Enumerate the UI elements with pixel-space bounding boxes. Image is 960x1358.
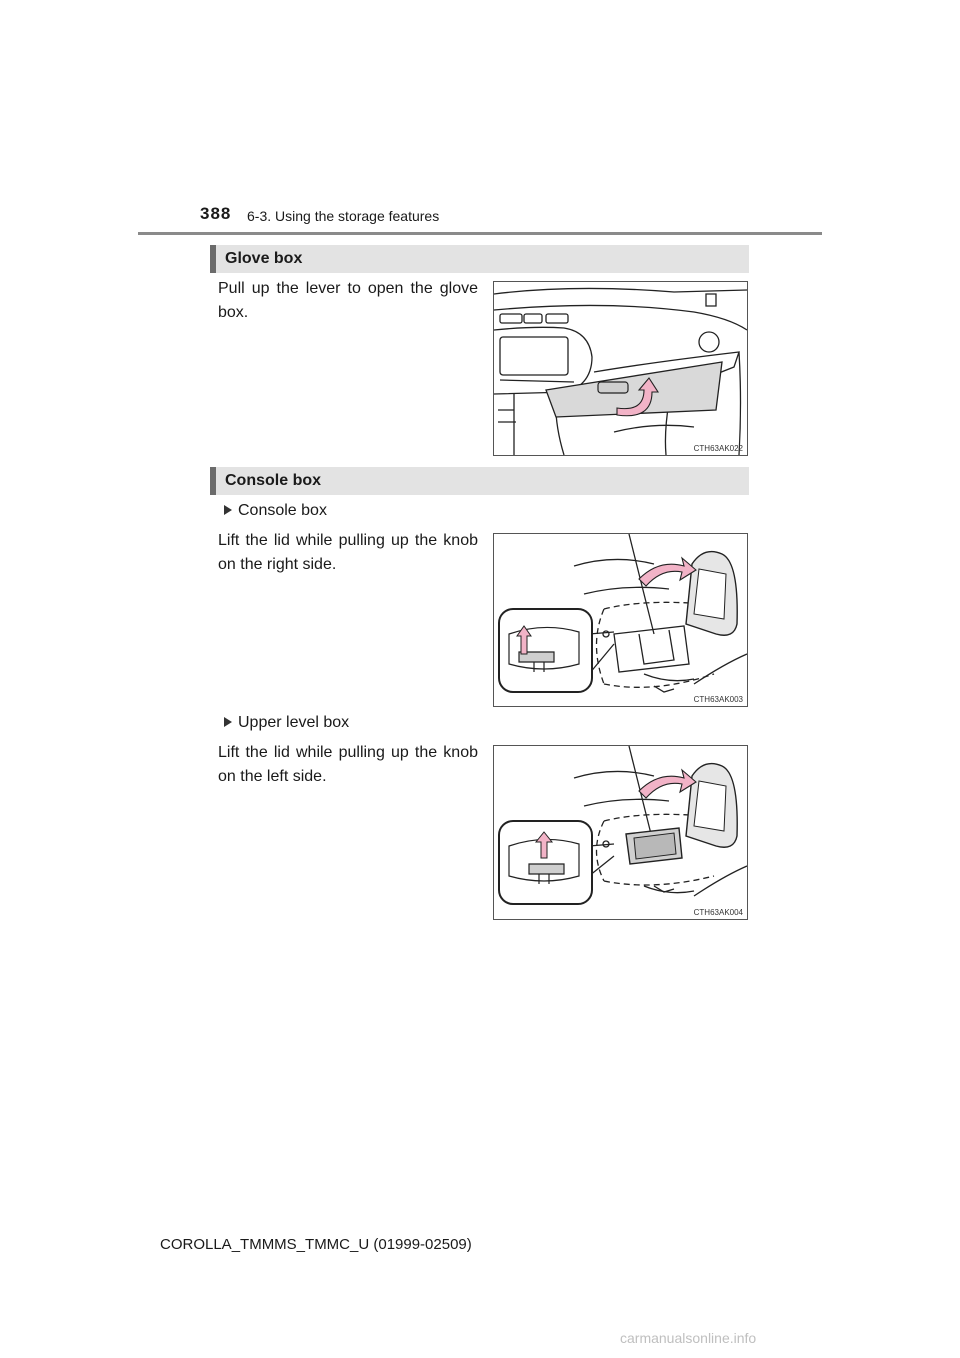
console-box-subheading [224, 501, 327, 521]
glove-box-illustration [494, 282, 747, 455]
console-box-instruction: Lift the lid while pulling up the knob on the right side. [218, 532, 478, 573]
upper-box-figure [493, 745, 748, 920]
upper-box-subtitle: Upper level box [238, 714, 350, 731]
section-title: 6-3. Using the storage features [247, 208, 440, 224]
upper-box-subheading [224, 713, 349, 733]
header-divider [138, 232, 822, 235]
watermark: carmanualsonline.info [620, 1330, 757, 1346]
glove-box-instruction: Pull up the lever to open the glove box. [218, 280, 478, 321]
upper-box-illustration [494, 746, 747, 919]
page-number: 388 [200, 204, 232, 223]
console-box-figure [493, 533, 748, 707]
bullet-triangle-icon [224, 505, 232, 515]
glove-box-figure [493, 281, 748, 456]
glove-box-heading: Glove box [210, 245, 749, 273]
bullet-triangle-icon [224, 717, 232, 727]
console-box-figure-code: CTH63AK003 [693, 695, 743, 704]
console-box-illustration [494, 534, 747, 706]
glove-box-figure-code: CTH63AK022 [693, 444, 743, 453]
upper-box-figure-code: CTH63AK004 [693, 908, 743, 917]
console-box-subtitle: Console box [238, 502, 327, 519]
upper-box-instruction: Lift the lid while pulling up the knob on the left side. [218, 744, 478, 785]
console-box-heading: Console box [210, 467, 749, 495]
document-footer: COROLLA_TMMMS_TMMC_U (01999-02509) [160, 1236, 472, 1253]
